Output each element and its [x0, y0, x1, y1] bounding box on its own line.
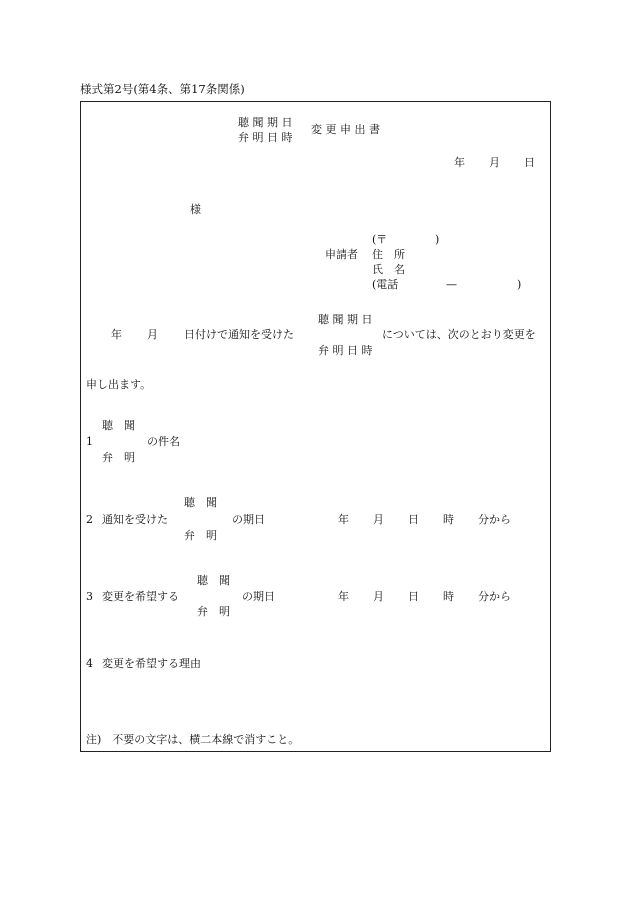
- title-upper: 聴 聞 期 日: [238, 116, 293, 129]
- item2-day: 日: [408, 513, 419, 526]
- applicant-postal: (〒: [372, 233, 388, 246]
- item2-year: 年: [338, 513, 349, 526]
- item2-minute: 分から: [478, 513, 511, 526]
- item2-text-before: 通知を受けた: [102, 513, 168, 526]
- title-lower: 弁 明 日 時: [238, 131, 293, 144]
- form-caption: 様式第2号(第4条、第17条関係): [80, 82, 245, 96]
- applicant-postal-close: ): [435, 233, 440, 246]
- item3-day: 日: [408, 590, 419, 603]
- item4-text-before: 変更を希望する理由: [102, 657, 201, 670]
- form-frame: [80, 101, 551, 752]
- item1-number: 1: [86, 435, 93, 448]
- item4-number: 4: [86, 657, 93, 670]
- body-continuation: 申し出ます。: [86, 378, 152, 391]
- addressee-honorific: 様: [190, 203, 201, 216]
- item2-lower: 弁 明: [184, 529, 217, 542]
- item2-hour: 時: [443, 513, 454, 526]
- body-year: 年: [111, 328, 122, 341]
- item3-upper: 聴 聞: [197, 574, 230, 587]
- applicant-phone-close: ): [517, 278, 522, 291]
- item3-text-after: の期日: [242, 590, 275, 603]
- applicant-phone-label: (電話: [372, 278, 399, 291]
- item2-number: 2: [86, 513, 93, 526]
- body-tail: については、次のとおり変更を: [382, 328, 536, 341]
- item3-number: 3: [86, 590, 93, 603]
- date-day: 日: [524, 156, 535, 169]
- item3-hour: 時: [443, 590, 454, 603]
- item2-month: 月: [373, 513, 384, 526]
- applicant-address-label: 住 所: [372, 248, 405, 261]
- body-upper: 聴 聞 期 日: [318, 313, 373, 326]
- item3-minute: 分から: [478, 590, 511, 603]
- body-lower: 弁 明 日 時: [318, 344, 373, 357]
- item2-text-after: の期日: [232, 513, 265, 526]
- item1-upper: 聴 聞: [102, 419, 135, 432]
- item1-lower: 弁 明: [102, 451, 135, 464]
- date-year: 年: [454, 156, 465, 169]
- body-month: 月: [147, 328, 158, 341]
- body-notified: 日付けで通知を受けた: [184, 328, 294, 341]
- applicant-label: 申請者: [325, 248, 358, 261]
- form-note: 注) 不要の文字は、横二本線で消すこと。: [86, 733, 300, 746]
- applicant-name-label: 氏 名: [372, 263, 405, 276]
- item2-upper: 聴 聞: [184, 496, 217, 509]
- applicant-phone-dash: —: [446, 278, 457, 291]
- item3-year: 年: [338, 590, 349, 603]
- item3-month: 月: [373, 590, 384, 603]
- item3-lower: 弁 明: [197, 605, 230, 618]
- date-month: 月: [489, 156, 500, 169]
- item3-text-before: 変更を希望する: [102, 590, 179, 603]
- title-main: 変 更 申 出 書: [311, 123, 380, 136]
- item1-text-after: の件名: [147, 435, 180, 448]
